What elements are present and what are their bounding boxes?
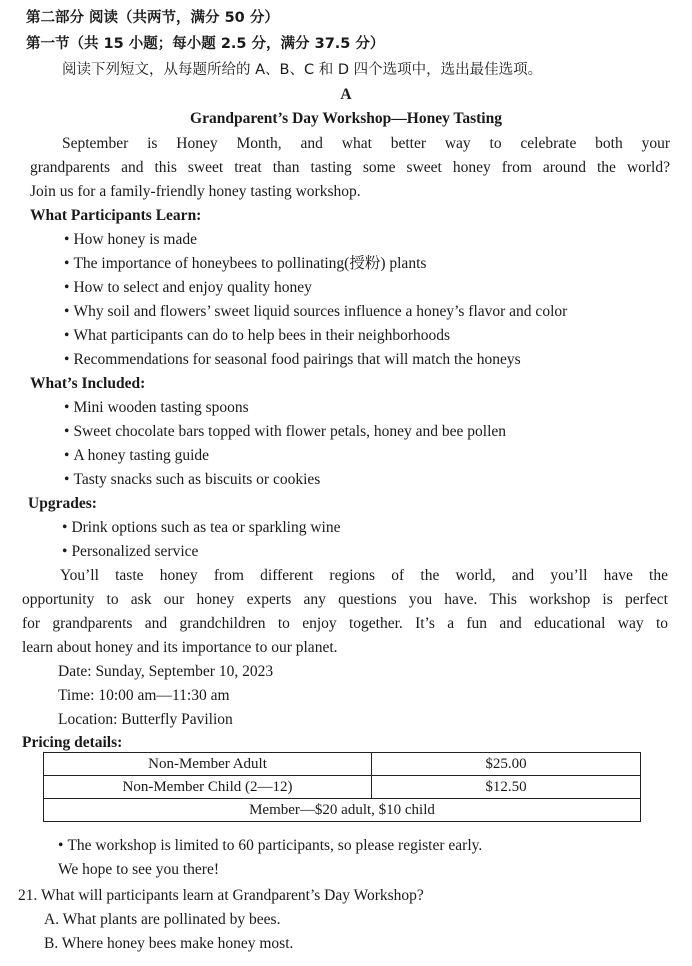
pricing-heading: Pricing details:: [22, 734, 123, 751]
learn-item: • What participants can do to help bees in their neighborhoods: [64, 326, 450, 346]
event-location: Location: Butterfly Pavilion: [58, 711, 233, 728]
question-stem: 21. What will participants learn at Grandparent’s Day Workshop?: [18, 887, 424, 904]
pricing-table: [43, 752, 641, 822]
body-line: You’ll taste honey from different regions of the world, and you’ll have the: [60, 567, 668, 584]
body-line: opportunity to ask our honey experts any questions you have. This workshop is perfect: [22, 591, 668, 608]
price-label-cell: Non-Member Adult: [44, 753, 372, 776]
section-heading: 第一节（共 15 小题；每小题 2.5 分，满分 37.5 分）: [26, 36, 385, 52]
part-heading: 第二部分 阅读（共两节，满分 50 分）: [26, 10, 279, 26]
table-row: [44, 776, 641, 799]
body-line: for grandparents and grandchildren to enjoy together. It’s a fun and educational way to: [22, 615, 668, 632]
body-line: learn about honey and its importance to our planet.: [22, 639, 338, 656]
learn-item: • The importance of honeybees to pollinating(授粉) plants: [64, 254, 426, 274]
closing-line: We hope to see you there!: [58, 861, 220, 878]
included-item: • Sweet chocolate bars topped with flower petals, honey and bee pollen: [64, 422, 506, 442]
member-price-cell: Member—$20 adult, $10 child: [44, 799, 641, 822]
limit-note: • The workshop is limited to 60 participants, so please register early.: [58, 836, 482, 856]
event-time: Time: 10:00 am—11:30 am: [58, 687, 230, 704]
passage-letter: A: [340, 86, 352, 103]
included-item: • A honey tasting guide: [64, 446, 209, 466]
instructions: 阅读下列短文，从每题所给的 A、B、C 和 D 四个选项中，选出最佳选项。: [62, 62, 543, 78]
question-option: B. Where honey bees make honey most.: [44, 935, 294, 952]
table-row: [44, 799, 641, 822]
intro-line: grandparents and this sweet treat than tasting some sweet honey from around the world?: [30, 159, 670, 176]
learn-item: • Recommendations for seasonal food pairings that will match the honeys: [64, 350, 521, 370]
learn-item: • Why soil and flowers’ sweet liquid sources influence a honey’s flavor and color: [64, 302, 567, 322]
learn-item: • How honey is made: [64, 230, 197, 250]
table-row: [44, 753, 641, 776]
passage-title: Grandparent’s Day Workshop—Honey Tasting: [190, 110, 502, 127]
included-heading: What’s Included:: [30, 375, 146, 392]
included-item: • Mini wooden tasting spoons: [64, 398, 249, 418]
upgrade-item: • Drink options such as tea or sparkling wine: [62, 518, 341, 538]
learn-heading: What Participants Learn:: [30, 207, 202, 224]
question-option: A. What plants are pollinated by bees.: [44, 911, 281, 928]
price-value-cell: $12.50: [372, 776, 641, 799]
intro-line: Join us for a family-friendly honey tasting workshop.: [30, 183, 361, 200]
price-value-cell: $25.00: [372, 753, 641, 776]
intro-line: September is Honey Month, and what better way to celebrate both your: [62, 135, 670, 152]
learn-item: • How to select and enjoy quality honey: [64, 278, 312, 298]
upgrade-item: • Personalized service: [62, 542, 198, 562]
included-item: • Tasty snacks such as biscuits or cookies: [64, 470, 320, 490]
upgrades-heading: Upgrades:: [28, 495, 97, 512]
price-label-cell: Non-Member Child (2—12): [44, 776, 372, 799]
event-date: Date: Sunday, September 10, 2023: [58, 663, 274, 680]
